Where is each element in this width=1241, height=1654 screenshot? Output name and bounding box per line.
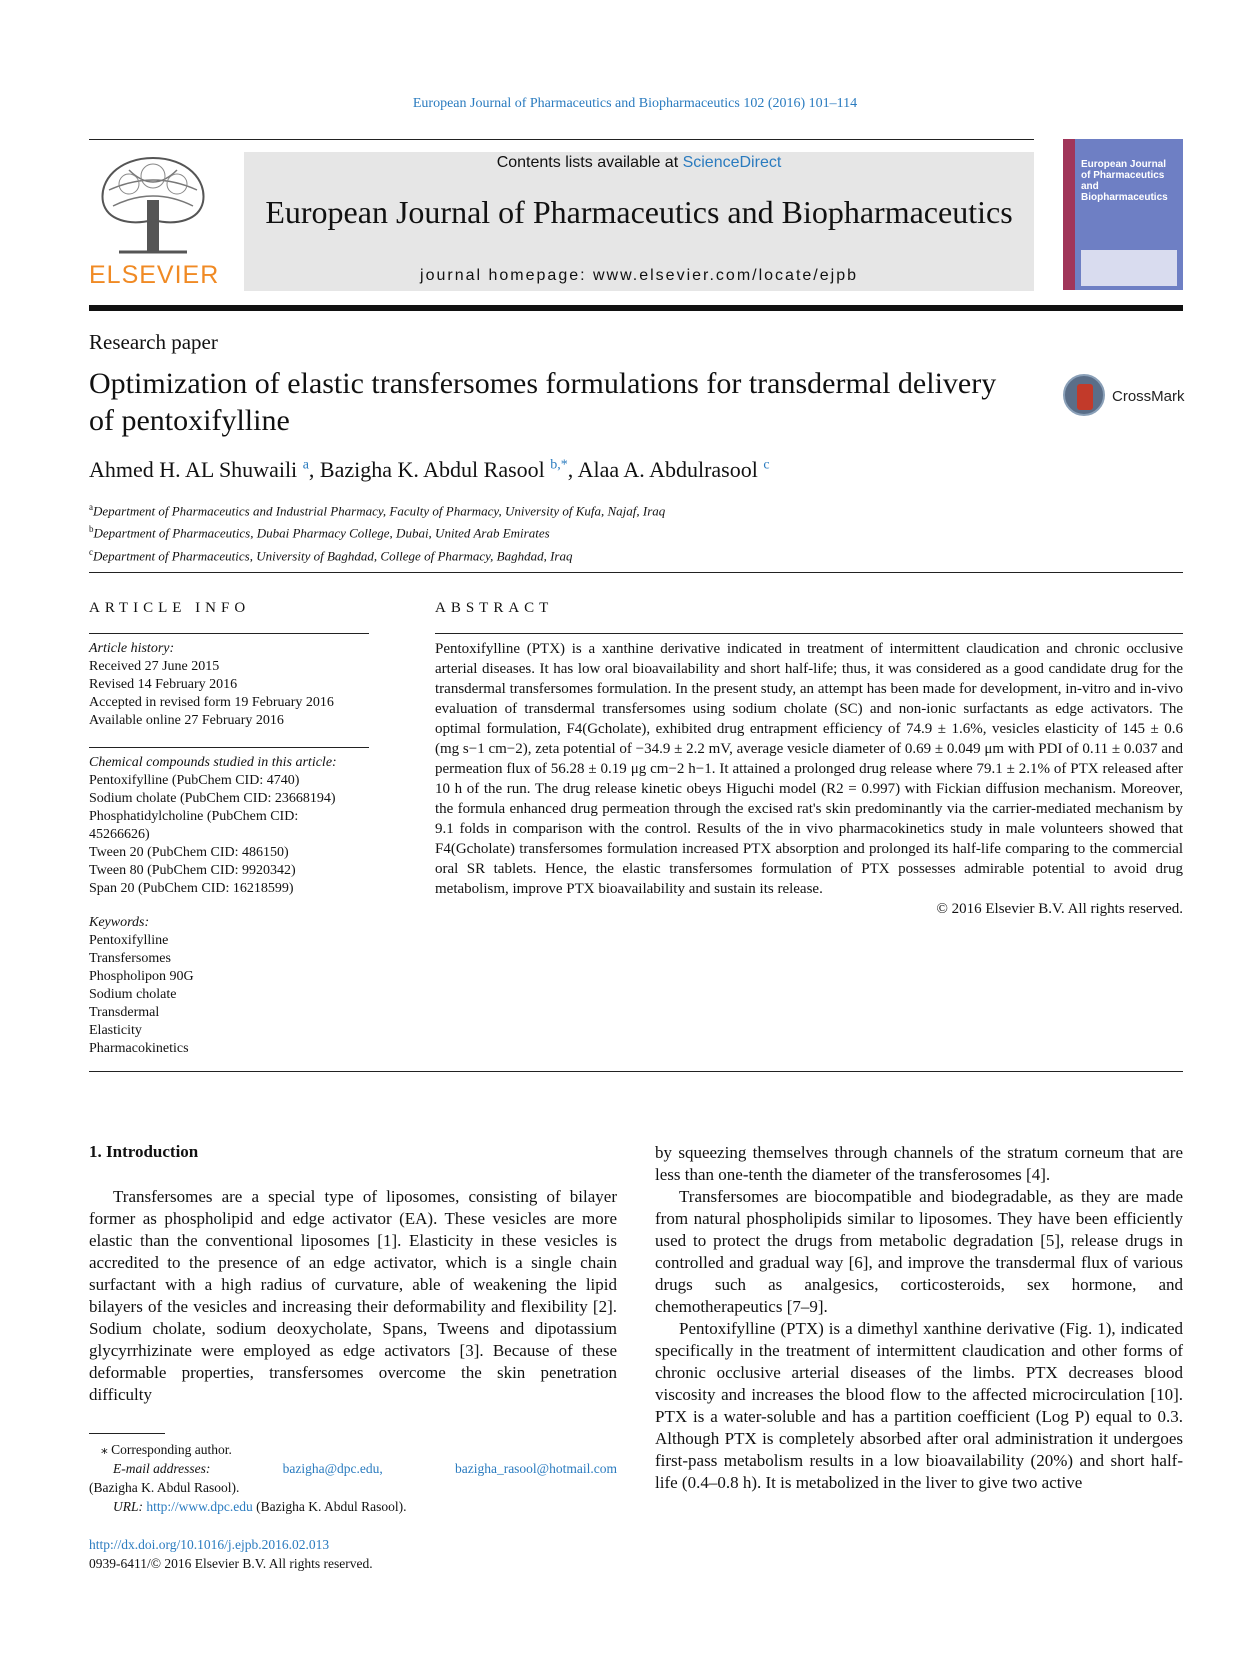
email-label: E-mail addresses: — [113, 1461, 211, 1476]
keywords — [89, 914, 194, 1058]
divider — [89, 139, 1034, 140]
abstract-text: Pentoxifylline (PTX) is a xanthine derivative indicated in treatment of intermittent claudication and chronic occlusive arterial diseases. It has low oral bioavailability and short half-life; thus, it was considered as a good candidate drug for the transdermal transfersomes formulation. In the present study, an attempt has been made for development, in-vitro and in-vivo evaluation of transdermal transfersomes using sodium cholate (SC) and non-ionic surfactants as edge activators. The optimal formulation, F4(Gcholate), exhibited drug entrapment efficiency of 74.9 ± 1.6%, vesicles elasticity of 145 ± 0.6 (mg s−1 cm−2), zeta potential of −34.9 ± 2.2 mV, average vesicle diameter of 0.69 ± 0.049 μm with PDI of 0.11 ± 0.037 and permeation flux of 56.28 ± 0.19 μg cm−2 h−1. It attained a prolonged drug release where 79.1 ± 2.1% of PTX released after 10 h of the run. The drug release kinetic obeys Higuchi model (R2 = 0.997) with Fickian diffusion mechanism. Moreover, the formula enhanced drug permeation through the excised rat's skin predominantly via the carrier-mediated mechanism by 9.1 folds in comparison with the control. Results of the in vivo pharmacokinetics study in male volunteers showed that F4(Gcholate) transfersomes formulation increased PTX absorption and prolonged its half-life comparing to the commercial oral SR tablets. Hence, the elastic transfersomes formulation of PTX possesses admirable potential to avoid drug metabolism, improve PTX bioavailability and sustain its release. — [435, 641, 1183, 897]
cover-title: European Journal of Pharmaceutics and Biopharmaceutics — [1081, 159, 1168, 203]
journal-reference[interactable]: European Journal of Pharmaceutics and Biopharmaceutics 102 (2016) 101–114 — [412, 96, 858, 111]
compound-item: Tween 20 (PubChem CID: 486150) — [89, 845, 289, 860]
author-affil-link[interactable]: b,* — [550, 457, 568, 473]
crossmark-label: CrossMark — [1112, 388, 1185, 405]
chemical-compounds — [89, 754, 337, 898]
footnotes — [89, 1440, 617, 1516]
keyword: Sodium cholate — [89, 987, 177, 1002]
author-name: Bazigha K. Abdul Rasool — [319, 457, 545, 482]
keyword: Transdermal — [89, 1005, 160, 1020]
divider — [89, 1071, 1183, 1072]
history-item: Received 27 June 2015 — [89, 659, 220, 674]
keyword: Pharmacokinetics — [89, 1041, 189, 1056]
email-owner: (Bazigha K. Abdul Rasool). — [89, 1480, 240, 1495]
journal-cover — [1063, 139, 1183, 290]
body-paragraph: Transfersomes are a special type of liposomes, consisting of bilayer former as phospholipid and edge activator (EA). These vesicles are more elastic than the conventional liposomes [1]. Elasticity in these vesicles is accredited to the presence of an edge activator, which is a single chain surfactant with a high radius of curvature, able of weakening the lipid bilayers of the vesicles and increasing their deformability and flexibility [2]. Sodium cholate, sodium deoxycholate, Spans, Tweens and dipotassium glycyrrhizinate were employed as edge activators [3]. Because of these deformable properties, transfersomes overcome the skin penetration difficulty — [89, 1187, 617, 1404]
cover-footer — [1081, 250, 1177, 286]
article-type: Research paper — [89, 330, 218, 354]
keyword: Transfersomes — [89, 951, 171, 966]
email-link[interactable]: bazigha@dpc.edu, — [282, 1461, 383, 1476]
affiliations — [89, 498, 665, 565]
journal-banner — [244, 152, 1034, 291]
divider — [89, 747, 369, 748]
history-label: Article history: — [89, 641, 175, 656]
url-label: URL: — [113, 1499, 143, 1514]
sciencedirect-link[interactable]: ScienceDirect — [682, 154, 782, 171]
author-list: Ahmed H. AL Shuwaili $^a$, Bazigha K. Abdul Rasool $^{b,*}$, Alaa A. Abdulrasool $^c$ — [89, 457, 770, 482]
body-paragraph: Transfersomes are biocompatible and biodegradable, as they are made from natural phospholipids similar to liposomes. They have been efficiently used to protect the drugs from metabolic degradation [5], release drugs in controlled and gradual way [6], and improve the transdermal flux of various drugs such as analgesics, corticosteroids, sex hormone, and chemotherapeutics [7–9]. — [655, 1187, 1183, 1316]
doi-block — [89, 1535, 373, 1573]
compound-item: Sodium cholate (PubChem CID: 23668194) — [89, 791, 336, 806]
issn-line: 0939-6411/© 2016 Elsevier B.V. All rights reserved. — [89, 1556, 373, 1571]
keyword: Pentoxifylline — [89, 933, 169, 948]
history-item: Accepted in revised form 19 February 2016 — [89, 695, 334, 710]
abstract-body — [435, 639, 1183, 919]
compound-item: 45266626) — [89, 827, 150, 842]
footnote-rule — [89, 1433, 165, 1434]
section-heading: 1. Introduction — [89, 1142, 199, 1161]
history-item: Available online 27 February 2016 — [89, 713, 284, 728]
contents-prefix: Contents lists available at — [496, 154, 683, 171]
cover-strip — [1063, 139, 1075, 290]
elsevier-logo — [89, 150, 220, 290]
elsevier-wordmark: ELSEVIER — [89, 261, 220, 289]
contents-line — [244, 152, 1034, 172]
abstract-heading: ABSTRACT — [435, 600, 554, 616]
compound-item: Tween 80 (PubChem CID: 9920342) — [89, 863, 296, 878]
article-info-heading: ARTICLE INFO — [89, 600, 251, 616]
history-item: Revised 14 February 2016 — [89, 677, 238, 692]
tree-icon — [89, 150, 217, 262]
divider — [89, 633, 369, 634]
affiliation: $^b$Department of Pharmaceutics, Dubai Pharmacy College, Dubai, United Arab Emirates — [89, 524, 550, 541]
header-rule — [89, 305, 1183, 311]
article-history — [89, 640, 334, 730]
keyword: Elasticity — [89, 1023, 142, 1038]
url-link[interactable]: http://www.dpc.edu — [146, 1499, 253, 1514]
corresponding-note: ⁎ Corresponding author. — [101, 1442, 232, 1457]
affiliation: $^c$Department of Pharmaceutics, University of Baghdad, College of Pharmacy, Baghdad, Iraq — [89, 546, 573, 563]
email-line — [89, 1459, 617, 1478]
author-affil-link[interactable]: c — [763, 457, 770, 473]
compound-item: Phosphatidylcholine (PubChem CID: — [89, 809, 299, 824]
affiliation: $^a$Department of Pharmaceutics and Industrial Pharmacy, Faculty of Pharmacy, University of Kufa, Najaf, Iraq — [89, 502, 666, 519]
url-owner: (Bazigha K. Abdul Rasool). — [256, 1499, 407, 1514]
doi-link[interactable]: http://dx.doi.org/10.1016/j.ejpb.2016.02.013 — [89, 1537, 330, 1552]
author-affil-link[interactable]: a — [302, 457, 309, 473]
article-title: Optimization of elastic transfersomes formulations for transdermal delivery of pentoxifylline — [89, 367, 997, 437]
divider — [89, 572, 1183, 573]
journal-title: European Journal of Pharmaceutics and Biopharmaceutics — [265, 194, 1013, 230]
author-name: Ahmed H. AL Shuwaili — [89, 457, 298, 482]
body-column-left — [89, 1186, 617, 1406]
author-name: Alaa A. Abdulrasool — [577, 457, 758, 482]
url-line — [89, 1497, 617, 1516]
body-column-right — [655, 1142, 1183, 1494]
crossmark-icon — [1063, 374, 1105, 416]
body-paragraph: by squeezing themselves through channels of the stratum corneum that are less than one-tenth the diameter of the transferosomes [4]. — [655, 1143, 1183, 1184]
body-paragraph: Pentoxifylline (PTX) is a dimethyl xanthine derivative (Fig. 1), indicated specifically in the treatment of intermittent claudication and other forms of chronic occlusive arterial diseases of the limbs. PTX decreases blood viscosity and increases the blood flow to the affected microcirculation [10]. PTX is a water-soluble and has a partition coefficient (Log P) equal to 0.3. Although PTX is completely absorbed after oral administration it undergoes first-pass metabolism results in a low bioavailability (20%) and short half-life (0.4–0.8 h). It is metabolized in the liver to give two active — [655, 1319, 1183, 1492]
keyword: Phospholipon 90G — [89, 969, 194, 984]
journal-homepage[interactable]: journal homepage: www.elsevier.com/locate/ejpb — [420, 267, 858, 284]
compounds-label: Chemical compounds studied in this article: — [89, 755, 337, 770]
abstract-copyright: © 2016 Elsevier B.V. All rights reserved. — [936, 901, 1183, 917]
crossmark-badge[interactable] — [1063, 374, 1183, 418]
compound-item: Span 20 (PubChem CID: 16218599) — [89, 881, 294, 896]
keywords-label: Keywords: — [89, 915, 150, 930]
divider — [435, 633, 1183, 634]
compound-item: Pentoxifylline (PubChem CID: 4740) — [89, 773, 300, 788]
email-link[interactable]: bazigha_rasool@hotmail.com — [454, 1461, 617, 1476]
